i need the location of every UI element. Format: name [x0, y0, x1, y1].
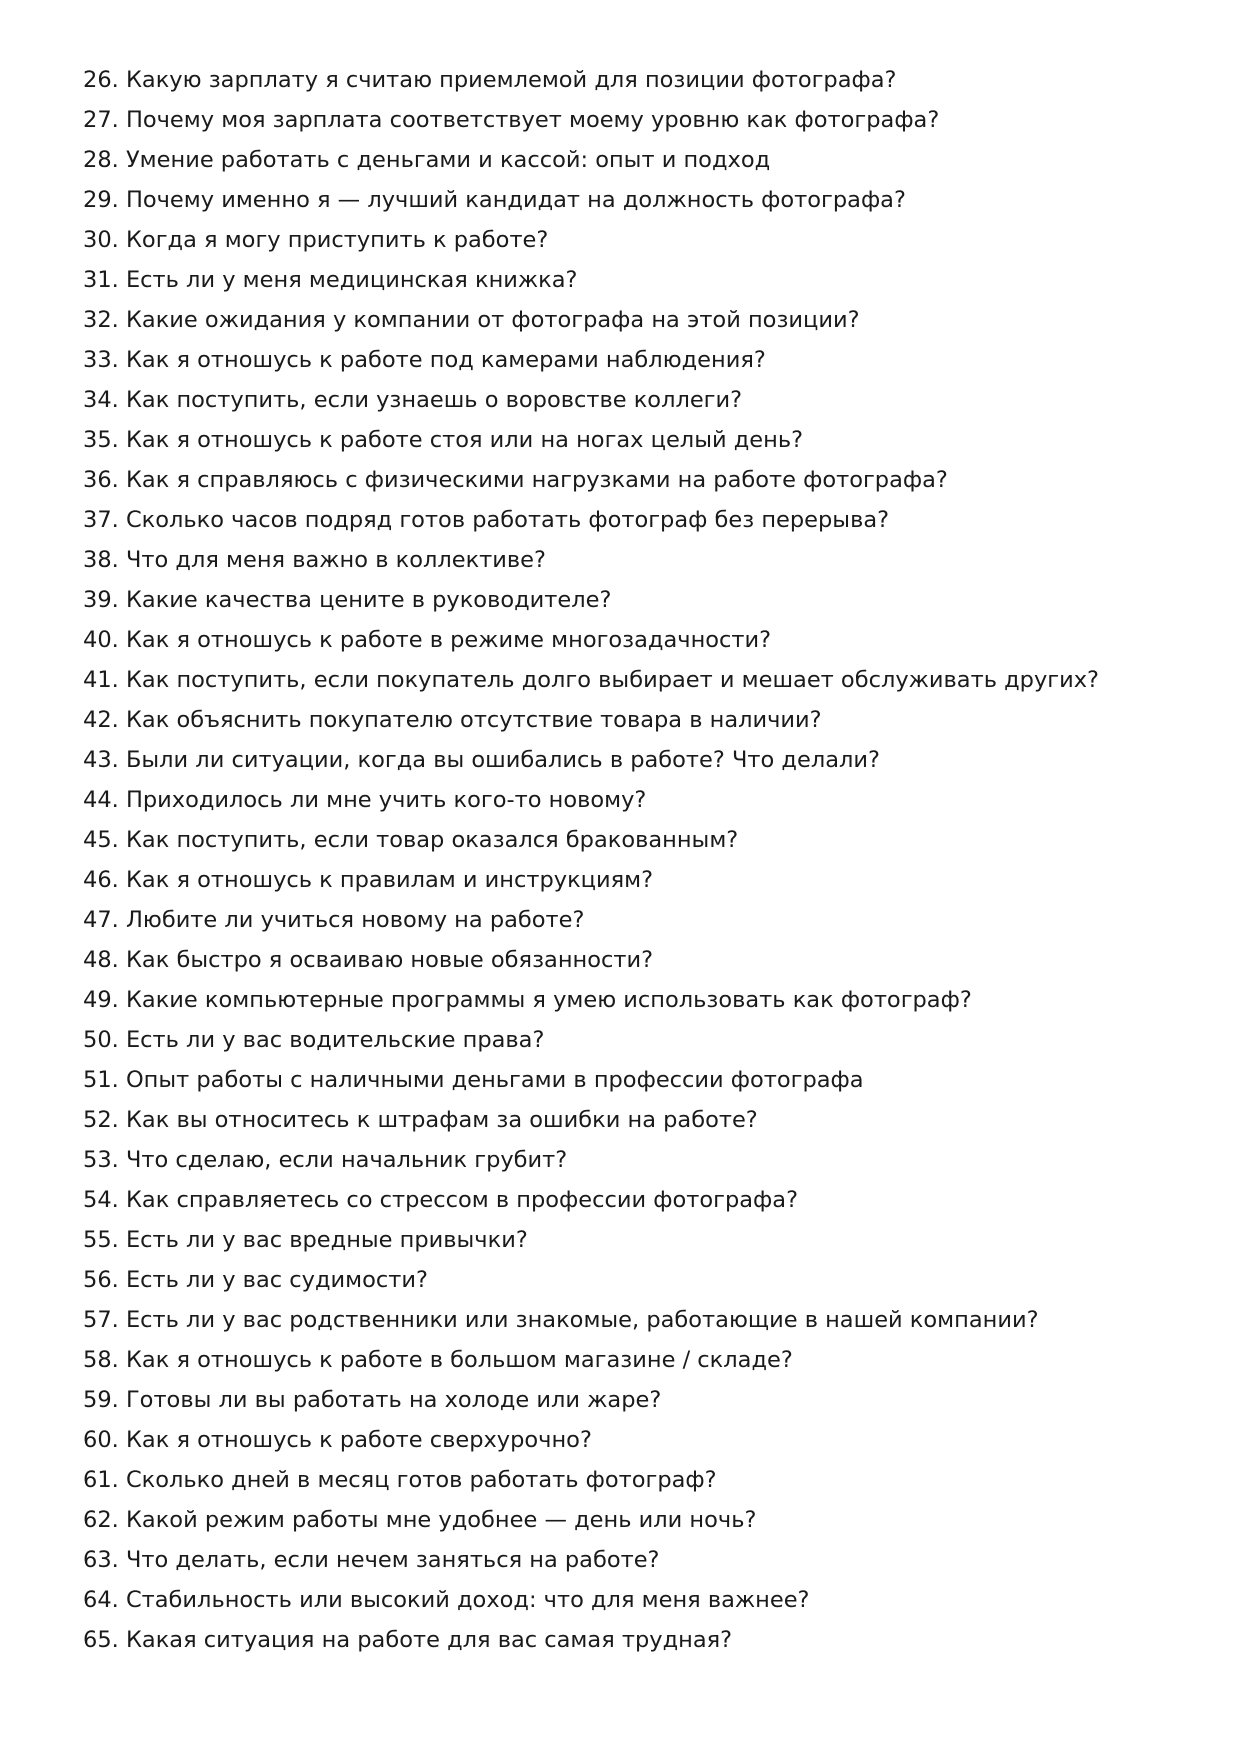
question-item — [83, 660, 1183, 700]
question-number: 51. — [83, 1067, 119, 1093]
question-number: 64. — [83, 1587, 119, 1613]
question-item — [83, 100, 1183, 140]
question-text: Что сделаю, если начальник грубит? — [125, 1147, 568, 1173]
question-text: Как я справляюсь с физическими нагрузками на работе фотографа? — [125, 467, 948, 493]
question-text: Как я отношусь к работе в режиме многозадачности? — [125, 627, 772, 653]
question-number: 55. — [83, 1227, 119, 1253]
question-item — [83, 260, 1183, 300]
question-text: Как быстро я осваиваю новые обязанности? — [125, 947, 654, 973]
question-number: 45. — [83, 827, 119, 853]
question-text: Как поступить, если товар оказался бракованным? — [125, 827, 739, 853]
question-text: Какая ситуация на работе для вас самая трудная? — [125, 1627, 733, 1653]
question-number: 43. — [83, 747, 119, 773]
question-item — [83, 1580, 1183, 1620]
question-number: 42. — [83, 707, 119, 733]
question-item — [83, 740, 1183, 780]
question-item — [83, 820, 1183, 860]
question-item — [83, 500, 1183, 540]
question-item — [83, 900, 1183, 940]
question-number: 47. — [83, 907, 119, 933]
question-text: Какие ожидания у компании от фотографа на этой позиции? — [125, 307, 860, 333]
question-item — [83, 1260, 1183, 1300]
question-number: 34. — [83, 387, 119, 413]
question-text: Приходилось ли мне учить кого-то новому? — [125, 787, 647, 813]
question-text: Как я отношусь к работе стоя или на ногах целый день? — [125, 427, 804, 453]
question-item — [83, 1060, 1183, 1100]
question-item — [83, 700, 1183, 740]
question-text: Какие компьютерные программы я умею использовать как фотограф? — [125, 987, 972, 1013]
question-item — [83, 380, 1183, 420]
question-list — [83, 60, 1183, 1660]
question-item — [83, 180, 1183, 220]
question-number: 27. — [83, 107, 119, 133]
question-text: Есть ли у вас родственники или знакомые, работающие в нашей компании? — [125, 1307, 1039, 1333]
question-text: Сколько дней в месяц готов работать фотограф? — [125, 1467, 717, 1493]
question-item — [83, 780, 1183, 820]
question-text: Как я отношусь к работе под камерами наблюдения? — [125, 347, 766, 373]
question-item — [83, 1500, 1183, 1540]
question-item — [83, 580, 1183, 620]
question-text: Опыт работы с наличными деньгами в профессии фотографа — [125, 1067, 864, 1093]
question-number: 56. — [83, 1267, 119, 1293]
question-number: 57. — [83, 1307, 119, 1333]
question-number: 53. — [83, 1147, 119, 1173]
question-text: Что для меня важно в коллективе? — [125, 547, 546, 573]
question-number: 31. — [83, 267, 119, 293]
question-item — [83, 140, 1183, 180]
question-item — [83, 860, 1183, 900]
question-number: 37. — [83, 507, 119, 533]
question-item — [83, 420, 1183, 460]
question-text: Какую зарплату я считаю приемлемой для позиции фотографа? — [125, 67, 897, 93]
question-text: Как поступить, если узнаешь о воровстве коллеги? — [125, 387, 743, 413]
question-number: 35. — [83, 427, 119, 453]
question-item — [83, 1180, 1183, 1220]
question-text: Как я отношусь к работе сверхурочно? — [125, 1427, 592, 1453]
question-item — [83, 460, 1183, 500]
question-number: 28. — [83, 147, 119, 173]
question-text: Готовы ли вы работать на холоде или жаре? — [125, 1387, 662, 1413]
question-number: 41. — [83, 667, 119, 693]
question-text: Любите ли учиться новому на работе? — [125, 907, 585, 933]
question-item — [83, 1420, 1183, 1460]
question-number: 29. — [83, 187, 119, 213]
question-number: 33. — [83, 347, 119, 373]
question-item — [83, 340, 1183, 380]
question-number: 50. — [83, 1027, 119, 1053]
question-number: 46. — [83, 867, 119, 893]
question-number: 54. — [83, 1187, 119, 1213]
question-text: Как справляетесь со стрессом в профессии фотографа? — [125, 1187, 799, 1213]
question-number: 63. — [83, 1547, 119, 1573]
question-text: Какой режим работы мне удобнее — день или ночь? — [125, 1507, 757, 1533]
question-item — [83, 940, 1183, 980]
question-item — [83, 1100, 1183, 1140]
question-text: Были ли ситуации, когда вы ошибались в работе? Что делали? — [125, 747, 880, 773]
question-item — [83, 1540, 1183, 1580]
question-number: 60. — [83, 1427, 119, 1453]
question-number: 49. — [83, 987, 119, 1013]
question-item — [83, 300, 1183, 340]
question-text: Почему моя зарплата соответствует моему уровню как фотографа? — [125, 107, 940, 133]
question-text: Почему именно я — лучший кандидат на должность фотографа? — [125, 187, 906, 213]
question-number: 40. — [83, 627, 119, 653]
question-number: 62. — [83, 1507, 119, 1533]
question-text: Какие качества цените в руководителе? — [125, 587, 612, 613]
question-text: Как объяснить покупателю отсутствие товара в наличии? — [125, 707, 822, 733]
question-item — [83, 1380, 1183, 1420]
question-text: Как я отношусь к работе в большом магазине / складе? — [125, 1347, 793, 1373]
question-item — [83, 620, 1183, 660]
question-number: 32. — [83, 307, 119, 333]
question-text: Как я отношусь к правилам и инструкциям? — [125, 867, 654, 893]
question-text: Умение работать с деньгами и кассой: опыт и подход — [125, 147, 771, 173]
question-number: 61. — [83, 1467, 119, 1493]
question-number: 39. — [83, 587, 119, 613]
question-number: 59. — [83, 1387, 119, 1413]
question-text: Есть ли у вас водительские права? — [125, 1027, 545, 1053]
question-number: 26. — [83, 67, 119, 93]
question-text: Когда я могу приступить к работе? — [125, 227, 549, 253]
question-item — [83, 1140, 1183, 1180]
question-item — [83, 1340, 1183, 1380]
question-text: Есть ли у меня медицинская книжка? — [125, 267, 578, 293]
question-text: Стабильность или высокий доход: что для меня важнее? — [125, 1587, 810, 1613]
question-text: Есть ли у вас вредные привычки? — [125, 1227, 528, 1253]
question-text: Есть ли у вас судимости? — [125, 1267, 428, 1293]
question-text: Сколько часов подряд готов работать фотограф без перерыва? — [125, 507, 890, 533]
question-item — [83, 220, 1183, 260]
question-number: 36. — [83, 467, 119, 493]
question-number: 48. — [83, 947, 119, 973]
question-text: Как поступить, если покупатель долго выбирает и мешает обслуживать других? — [125, 667, 1099, 693]
question-number: 58. — [83, 1347, 119, 1373]
question-item — [83, 1460, 1183, 1500]
question-number: 65. — [83, 1627, 119, 1653]
question-item — [83, 60, 1183, 100]
question-text: Как вы относитесь к штрафам за ошибки на работе? — [125, 1107, 758, 1133]
question-item — [83, 980, 1183, 1020]
question-item — [83, 1220, 1183, 1260]
question-text: Что делать, если нечем заняться на работе? — [125, 1547, 660, 1573]
question-number: 38. — [83, 547, 119, 573]
question-item — [83, 1020, 1183, 1060]
question-item — [83, 540, 1183, 580]
question-number: 30. — [83, 227, 119, 253]
question-item — [83, 1620, 1183, 1660]
question-number: 44. — [83, 787, 119, 813]
question-item — [83, 1300, 1183, 1340]
question-number: 52. — [83, 1107, 119, 1133]
